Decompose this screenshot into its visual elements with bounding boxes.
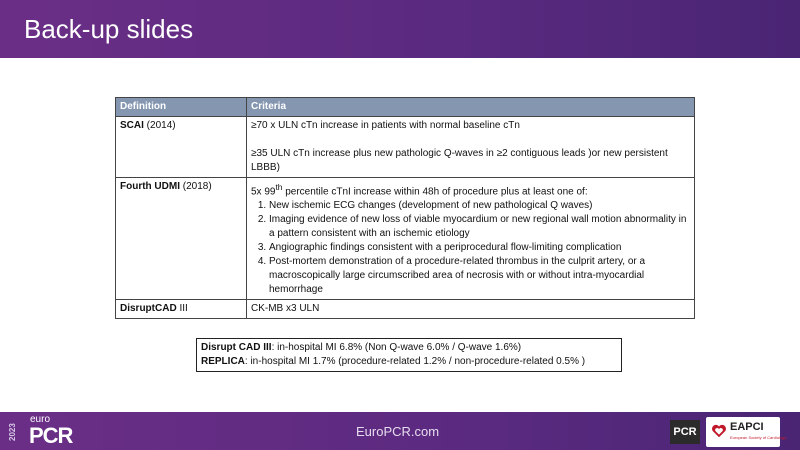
- list-item: 1. New ischemic ECG changes (development of new pathological Q waves): [269, 199, 690, 213]
- definition-cell: [116, 117, 247, 178]
- eapci-sublabel: European Society of Cardiology: [730, 435, 787, 440]
- definition-name: DisruptCAD: [120, 303, 177, 315]
- criteria-cell: [247, 117, 695, 178]
- criteria-table: [115, 97, 695, 319]
- list-item: 2. Imaging evidence of new loss of viable myocardium or new regional wall motion abnormality in a pattern consistent with an ischemic etiology: [269, 213, 690, 241]
- table-header-row: [116, 98, 695, 117]
- table-row: [116, 300, 695, 319]
- criteria-intro: 5x 99th percentile cTnI increase within 48h of procedure plus at least one of:: [251, 182, 588, 198]
- header-criteria: Criteria: [247, 98, 695, 117]
- summary-line: REPLICA: in-hospital MI 1.7% (procedure-related 1.2% / non-procedure-related 0.5% ): [201, 356, 586, 367]
- europcr-logo: PCR: [29, 423, 73, 448]
- header-definition: Definition: [116, 98, 247, 117]
- definition-year: (2018): [180, 181, 212, 192]
- table-row: [116, 178, 695, 300]
- footer-url: EuroPCR.com: [356, 424, 440, 439]
- criteria-line: ≥70 x ULN cTn increase in patients with normal baseline cTn: [251, 120, 520, 131]
- eapci-badge: [706, 417, 787, 447]
- definition-cell: [116, 178, 247, 300]
- summary-box: [196, 338, 622, 372]
- footer-bar: [0, 412, 800, 450]
- logo-euro-text: euro: [30, 414, 51, 425]
- definition-year: (2014): [143, 120, 176, 131]
- criteria-line: CK-MB x3 ULN: [251, 303, 320, 315]
- definition-year: III: [176, 303, 188, 315]
- summary-line: Disrupt CAD III: in-hospital MI 6.8% (Non Q-wave 6.0% / Q-wave 1.6%): [201, 342, 522, 353]
- logo-year: 2023: [8, 423, 17, 441]
- title-bar: [0, 0, 800, 58]
- table-row: [116, 117, 695, 178]
- definition-name: SCAI: [120, 120, 144, 131]
- criteria-cell: [247, 178, 695, 300]
- criteria-cell: [247, 300, 695, 319]
- list-item: 3. Angiographic findings consistent with a periprocedural flow-limiting complication: [269, 241, 690, 255]
- eapci-label: EAPCI: [730, 421, 764, 433]
- criteria-line: ≥35 ULN cTn increase plus new pathologic Q-waves in ≥2 contiguous leads )or new persistent LBBB): [251, 148, 668, 173]
- list-item: 4. Post-mortem demonstration of a procedure-related thrombus in the culprit artery, or a macroscopically large circumscribed area of necrosis with or without intra-myocardial hemorrhage: [269, 255, 690, 297]
- definition-name: Fourth UDMI: [120, 181, 180, 192]
- heart-icon: [710, 422, 728, 440]
- criteria-list: [251, 199, 690, 297]
- slide-title: Back-up slides: [24, 14, 194, 44]
- pcr-badge: PCR: [670, 420, 700, 444]
- definition-cell: [116, 300, 247, 319]
